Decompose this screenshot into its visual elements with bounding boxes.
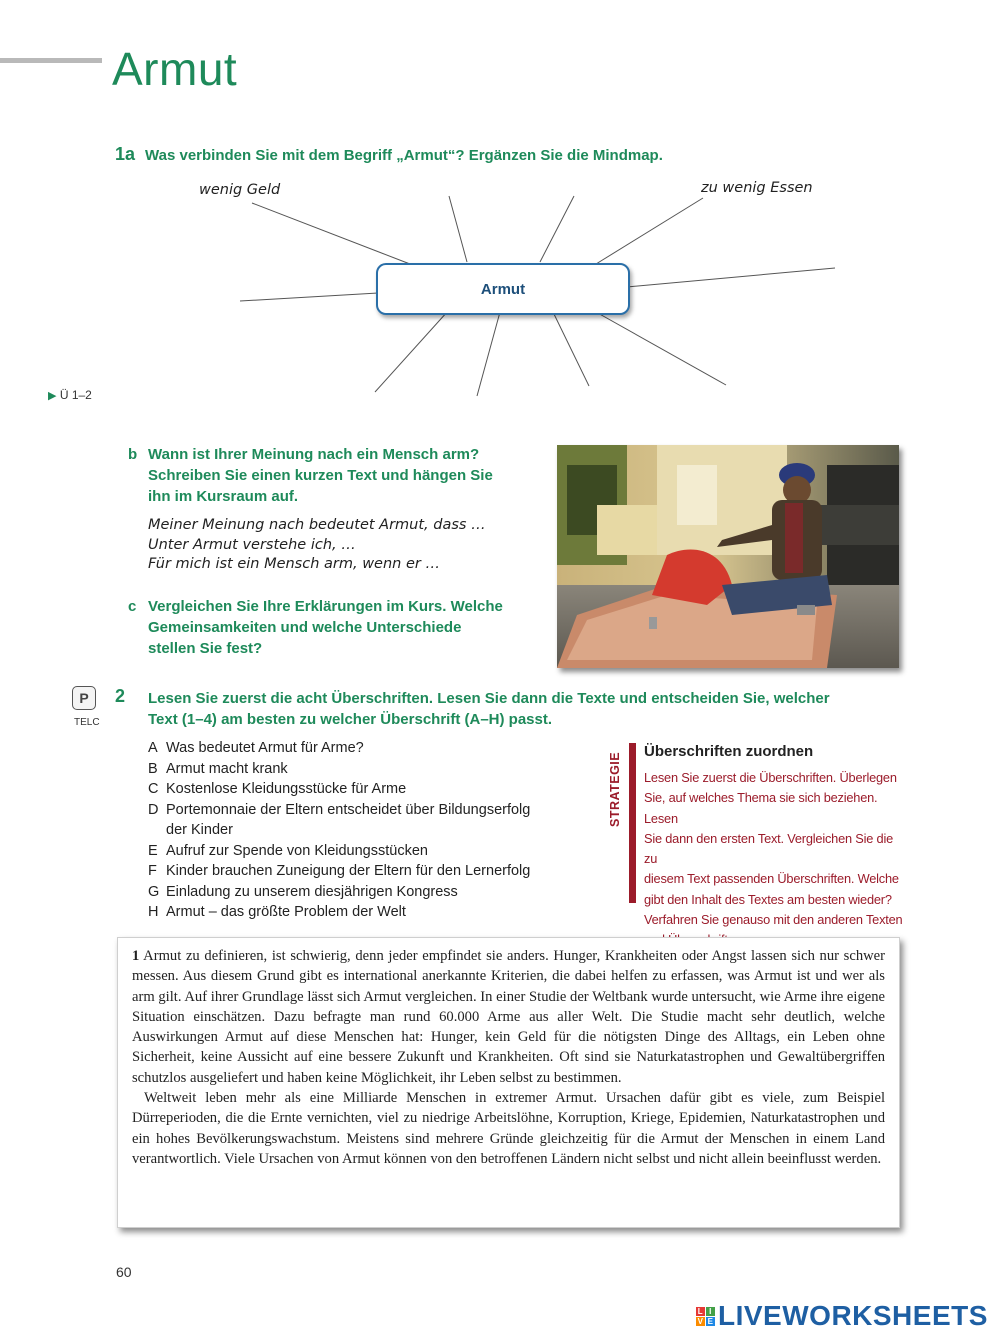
- list-item: [148, 800, 588, 821]
- list-item: [148, 882, 588, 903]
- logo-tile: I: [706, 1307, 715, 1316]
- logo-tile: E: [707, 1316, 714, 1326]
- mindmap-line: [477, 312, 500, 396]
- logo-tile: V: [697, 1316, 704, 1326]
- list-text: Kostenlose Kleidungsstücke für Arme: [166, 781, 407, 797]
- list-key: E: [148, 842, 158, 859]
- reading-text-box: [117, 937, 900, 1228]
- strategy-title: Überschriften zuordnen: [644, 743, 814, 760]
- list-item: [148, 902, 588, 923]
- task-1c-line: stellen Sie fest?: [148, 640, 263, 657]
- text-number: 1: [132, 948, 140, 964]
- mindmap-line: [553, 312, 589, 386]
- logo-icon: [696, 1307, 715, 1326]
- phrase-item: Meiner Meinung nach bedeutet Armut, dass …: [148, 517, 486, 533]
- strategy-body: [644, 768, 906, 951]
- headings-list: [148, 738, 588, 923]
- list-item: [148, 759, 588, 780]
- mindmap-entry: wenig Geld: [199, 182, 281, 198]
- task-1b-letter: b: [128, 446, 138, 463]
- mindmap-line: [252, 203, 410, 264]
- strategy-line: diesem Text passenden Überschriften. Welche: [644, 871, 899, 887]
- mindmap-line: [627, 268, 835, 287]
- task-1c-line: Gemeinsamkeiten und welche Unterschiede: [148, 619, 462, 636]
- logo-tile: L: [697, 1306, 704, 1316]
- task-1c-line: Vergleichen Sie Ihre Erklärungen im Kurs. Welche: [148, 598, 503, 615]
- exercise-reference-label: Ü 1–2: [59, 388, 92, 402]
- page-title: Armut: [112, 43, 238, 95]
- list-text: Aufruf zur Spende von Kleidungsstücken: [166, 842, 428, 859]
- task-2-instruction: [148, 688, 888, 730]
- photo-homeless-person: [557, 445, 899, 668]
- strategy-line: gibt den Inhalt des Textes am besten wieder?: [644, 891, 892, 907]
- strategy-line: Sie dann den ersten Text. Vergleichen Sie die zu: [644, 830, 894, 867]
- strategy-line: Lesen Sie zuerst die Überschriften. Überlegen: [644, 770, 897, 785]
- list-key: H: [148, 904, 159, 920]
- strategy-line: Sie, auf welches Thema sie sich beziehen. Lesen: [644, 790, 878, 826]
- exam-badge: P: [72, 686, 96, 710]
- list-item: [148, 738, 588, 759]
- text-paragraph-2: Weltweit leben mehr als eine Milliarde Menschen in extremer Armut. Ursachen dafür gibt es viele, zum Beispiel Dürreperioden, die die Ernte vernichten, viel zu niedrige Arbeitslöhne, Korruption, Kriege, Epidemien, Naturkatastrophen und ein hohes Bevölkerungswachstum. Meistens sind mehrere Gründe gleichzeitig für die Armut der Menschen in einem Land verantwortlich. Viele Ursachen von Armut können von den betroffenen Ländern nicht selbst und nicht allein beeinflusst werden.: [132, 1090, 885, 1167]
- mindmap-line: [540, 196, 574, 262]
- text-paragraph-1: Armut zu definieren, ist schwierig, denn jeder empfindet sie anders. Hunger, Krankheiten oder Angst lassen sich nur schwer messen. Aus diesem Grund gibt es international anerkannte Kriterien, die dabei helfen zu erfassen, was Armut ist und wer als arm gilt. Auf ihrer Grundlage lässt sich Armut vergleichen. In einer Studie der Weltbank wurde untersucht, wie Arme ihre eigene Situation einschätzen. Dazu befragte man rund 60.000 Arme aus aller Welt. Die Studie macht sehr deutlich, welche Auswirkungen Armut auf diese Menschen hat: Hunger, kein Geld für die nötigsten Dinge des Alltags, ein Leben ohne Sicherheit, keine Aussicht auf eine bessere Zukunft und Krankheiten. Oft sind sie Naturkatastrophen und Gewaltübergriffen schutzlos ausgeliefert und haben keine Möglichkeit, ihr Leben selbst zu bestimmen.: [132, 948, 885, 1086]
- list-text: Armut macht krank: [166, 760, 288, 777]
- mindmap-center-box: Armut: [376, 263, 630, 315]
- list-text: der Kinder: [166, 822, 233, 838]
- list-item-continuation: [148, 820, 588, 841]
- list-text: Was bedeutet Armut für Arme?: [166, 740, 364, 756]
- text-paragraph: [132, 946, 885, 1088]
- list-text: Portemonnaie der Eltern entscheidet über Bildungserfolg: [166, 801, 531, 818]
- phrase-list: [148, 516, 486, 575]
- task-2-line: Lesen Sie zuerst die acht Überschriften. Lesen Sie dann die Texte und entscheiden Sie, welcher: [148, 690, 830, 707]
- list-item: [148, 841, 588, 862]
- exercise-reference[interactable]: [48, 388, 92, 402]
- phrase-item: Unter Armut verstehe ich, …: [148, 536, 356, 553]
- strategy-line: Verfahren Sie genauso mit den anderen Texten: [644, 912, 903, 928]
- task-1b-line: Wann ist Ihrer Meinung nach ein Mensch arm?: [148, 446, 480, 463]
- task-1c-instruction: [148, 596, 548, 659]
- task-1b-line: ihn im Kursraum auf.: [148, 488, 299, 505]
- strategy-label-text: STRATEGIE: [608, 751, 622, 827]
- list-key: G: [148, 883, 160, 900]
- liveworksheets-logo[interactable]: [696, 1300, 988, 1332]
- task-2-number: 2: [115, 686, 126, 706]
- page-number: 60: [116, 1264, 132, 1280]
- mindmap-line: [596, 198, 703, 264]
- list-key: F: [148, 863, 157, 879]
- list-key: D: [148, 801, 159, 818]
- task-1b-instruction: [148, 444, 548, 507]
- task-1a-number: 1a: [115, 144, 136, 164]
- mindmap-line: [240, 293, 378, 301]
- list-text: Einladung zu unserem diesjährigen Kongress: [166, 883, 458, 900]
- exam-label: TELC: [74, 717, 100, 728]
- strategy-label: [603, 743, 625, 829]
- logo-text: LIVEWORKSHEETS: [718, 1300, 988, 1331]
- list-key: C: [148, 781, 159, 797]
- mindmap-line: [375, 311, 448, 392]
- mindmap-entry: zu wenig Essen: [701, 180, 813, 196]
- list-item: [148, 861, 588, 882]
- list-key: A: [148, 740, 158, 756]
- mindmap-line: [449, 196, 467, 262]
- strategy-bar: [629, 743, 636, 903]
- play-triangle-icon: ▶: [48, 390, 57, 402]
- task-1b-line: Schreiben Sie einen kurzen Text und hängen Sie: [148, 467, 493, 484]
- list-text: Armut – das größte Problem der Welt: [166, 904, 406, 920]
- mindmap-line: [596, 312, 726, 385]
- task-1c-letter: c: [128, 598, 137, 615]
- task-1a-instruction: Was verbinden Sie mit dem Begriff „Armut“? Ergänzen Sie die Mindmap.: [145, 147, 663, 164]
- task-2-line: Text (1–4) am besten zu welcher Überschrift (A–H) passt.: [148, 711, 553, 728]
- phrase-item: Für mich ist ein Mensch arm, wenn er …: [148, 556, 440, 572]
- mindmap-lines: [0, 0, 1000, 420]
- list-text: Kinder brauchen Zuneigung der Eltern für den Lernerfolg: [166, 863, 531, 879]
- list-item: [148, 779, 588, 800]
- list-key: B: [148, 760, 158, 777]
